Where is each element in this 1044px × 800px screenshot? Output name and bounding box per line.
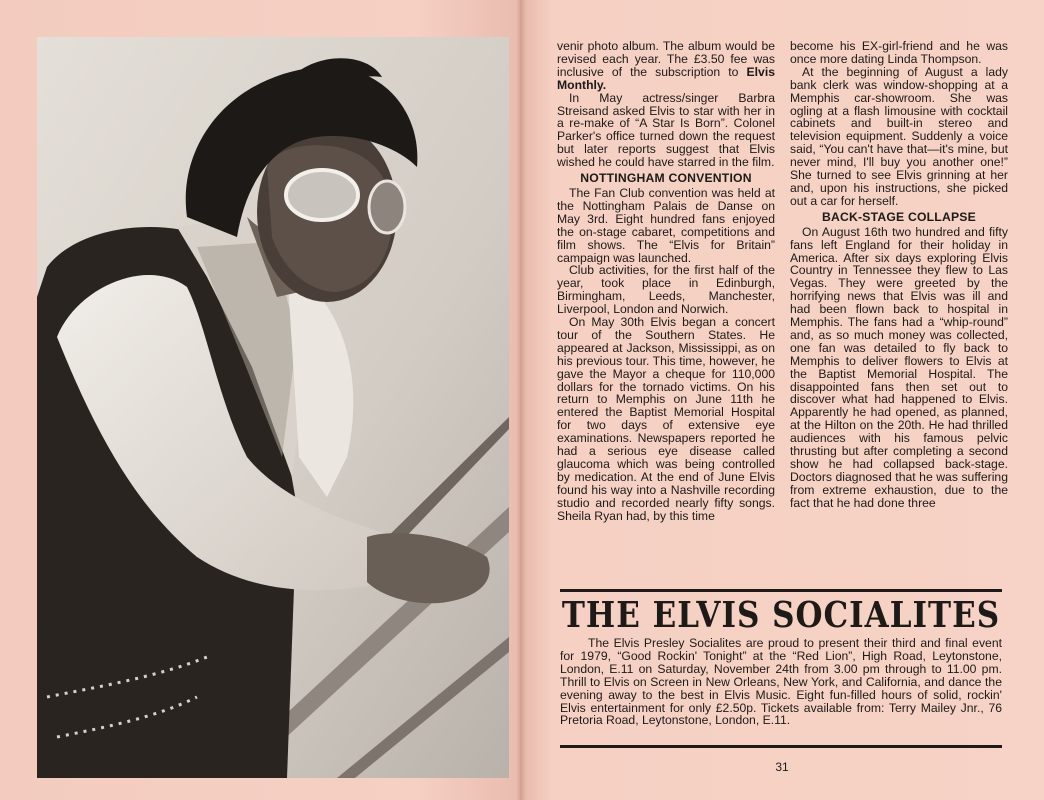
page-number: 31 — [775, 760, 789, 774]
paragraph: At the beginning of August a lady bank clerk was window-shopping at a Memphis car-showroom. She was ogling at a flash limousine with cocktail cabinets and built-in stereo and television equipment. Suddenly a voice said, “You can't have that—it's mine, but never mind, I'll buy you another one!” She turned to see Elvis grinning at her and, upon his instructions, she picked out a car for herself. — [790, 64, 1008, 208]
paragraph: On May 30th Elvis began a concert tour of the Southern States. He appeared at Jackson, Mississippi, as on his previous tour. This time, however, he gave the Mayor a cheque for 110,000 dollars for the tornado victims. On his return to Memphis on June 11th he entered the Baptist Memorial Hospital for two days of extensive eye examinations. Newspapers reported he had a serious eye disease called glaucoma which was being controlled by medication. At the end of June Elvis found his way into a Nashville recording studio and recorded nearly fifty songs. Sheila Ryan had, by this time — [557, 315, 775, 523]
section-heading: NOTTINGHAM CONVENTION — [580, 171, 752, 186]
ad-top-rule — [560, 589, 1002, 592]
paragraph: On August 16th two hundred and fifty fans left England for their holiday in America. After six days exploring Elvis Country in Tennessee they flew to Las Vegas. They were greeted by the horrifying news that Elvis was ill and had been flown back to hospital in Memphis. The fans had a “whip-round” and, as so much money was collected, one fan was detailed to fly back to Memphis to deliver flowers to Elvis at the Baptist Memorial Hospital. The disappointed fans then set out to discover what had happened to Elvis. Apparently he had opened, as planned, at the Hilton on the 20th. He had thrilled audiences with his famous pelvic thrusting but after completing a second show he had collapsed back-stage. Doctors diagnosed that he was suffering from extreme exhaustion, due to the fact that he had done three — [790, 224, 1008, 510]
article-column-2 — [790, 40, 1008, 510]
ad-bottom-rule — [560, 745, 1002, 748]
paragraph: The Fan Club convention was held at the Nottingham Palais de Danse on May 3rd. Eight hundred fans enjoyed the on-stage cabaret, competitions and film shows. The “Elvis for Britain” campaign was launched. — [557, 185, 775, 265]
ad-title: THE ELVIS SOCIALITES — [561, 595, 1001, 637]
magazine-name: Elvis Monthly. — [557, 64, 776, 92]
text: venir photo album. The album would be revised each year. The £3.50 fee was inclusive of the subscription to — [557, 39, 775, 79]
page-gutter — [516, 0, 526, 800]
paragraph: become his EX-girl-friend and he was once more dating Linda Thompson. — [790, 39, 1008, 66]
paragraph: In May actress/singer Barbra Streisand asked Elvis to star with her in a re-make of “A Star Is Born”. Colonel Parker's office turned down the request but later reports suggest that Elvis wished he could have starred in the film. — [557, 90, 775, 170]
section-heading: BACK-STAGE COLLAPSE — [822, 209, 976, 224]
paragraph — [557, 40, 775, 92]
paragraph: Club activities, for the first half of the year, took place in Edinburgh, Birmingham, Leeds, Manchester, Liverpool, London and Norwich. — [557, 263, 775, 317]
elvis-photo — [37, 37, 509, 778]
article-column-1 — [557, 40, 775, 523]
photo-illustration — [37, 37, 509, 778]
ad-body: The Elvis Presley Socialites are proud to present their third and final event for 1979, “Good Rockin' Tonight” at the “Red Lion”, High Road, Leytonstone, London, E.11 on Saturday, November 24th from 3.00 pm through to 11.00 pm. Thrill to Elvis on Screen in New Orleans, New York, and California, and dance the evening away to the best in Elvis Music. Eight fun-filled hours of solid, rockin' Elvis entertainment for only £2.50p. Tickets available from: Terry Mailey Jnr., 76 Pretoria Road, Leytonstone, London, E.11. — [560, 636, 1002, 728]
